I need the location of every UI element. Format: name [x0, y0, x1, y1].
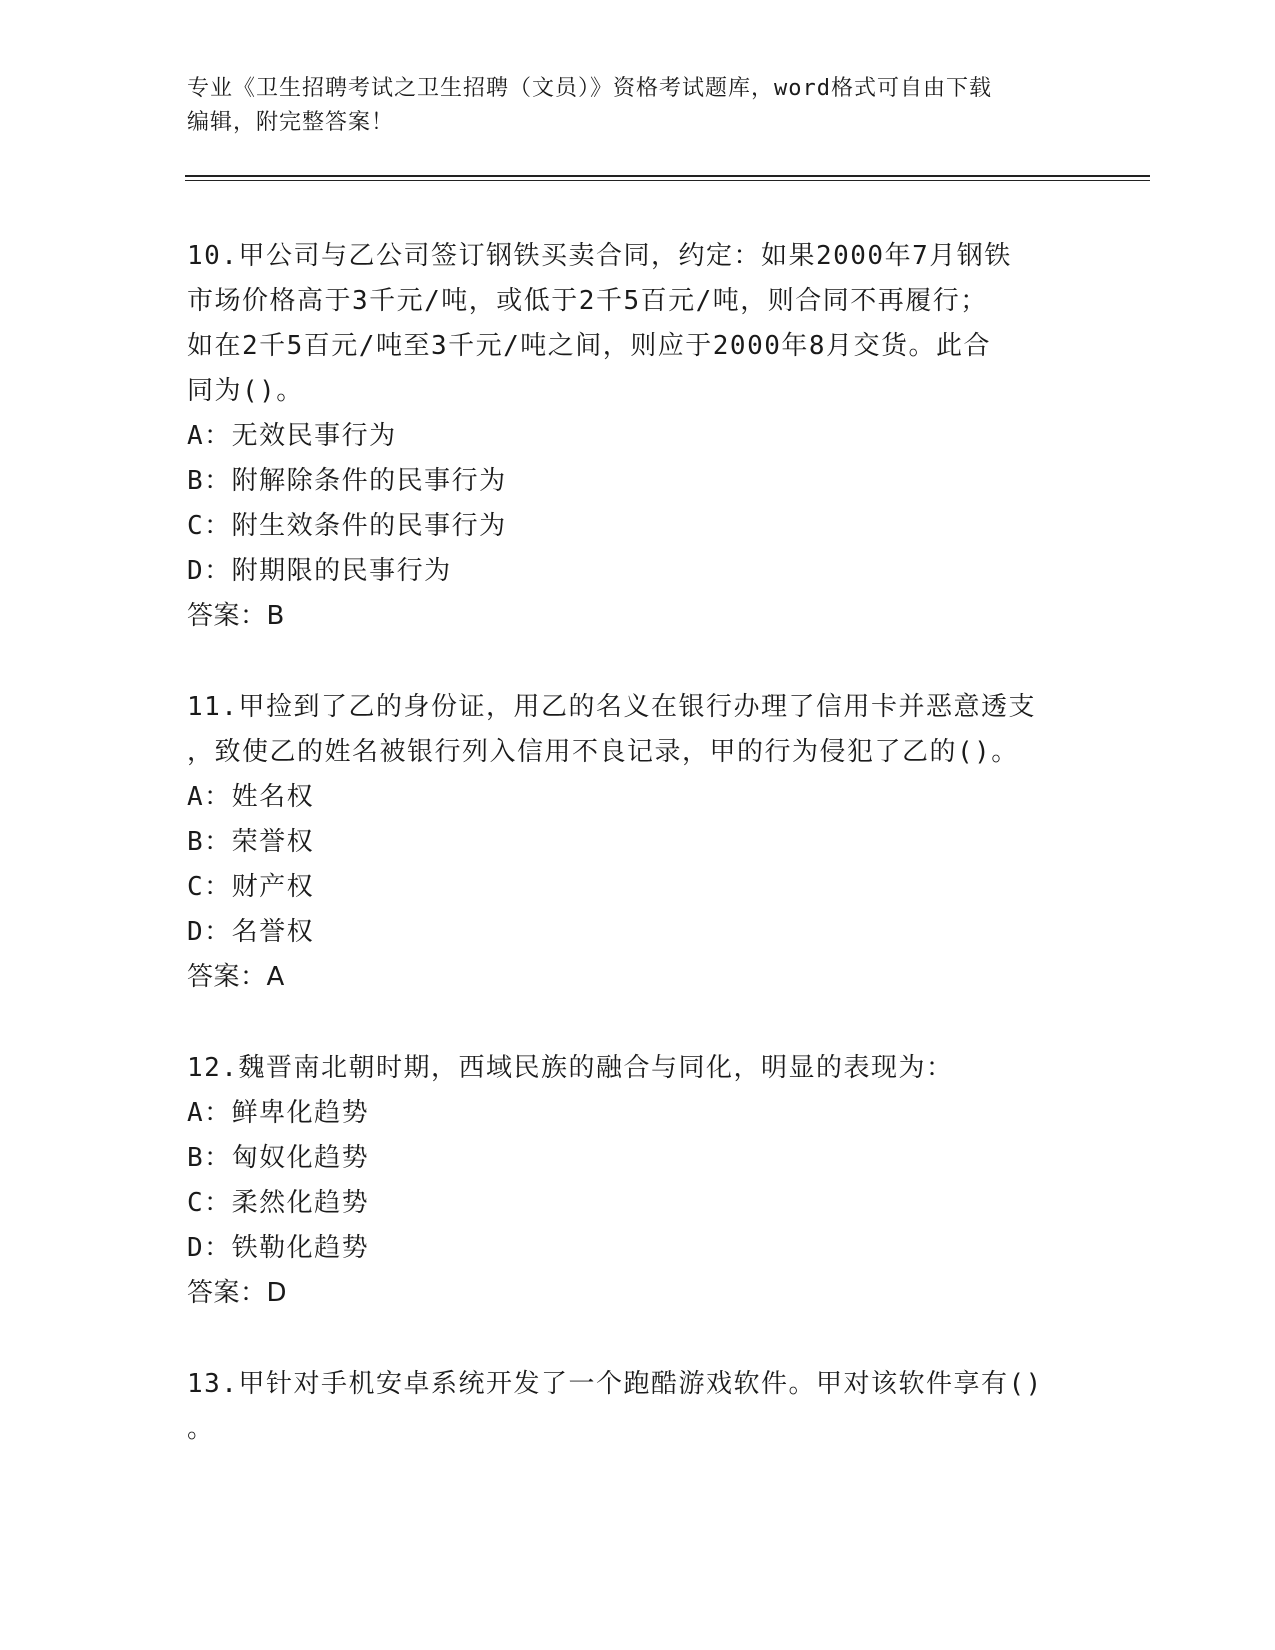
option-b: B：匈奴化趋势: [187, 1143, 370, 1173]
option-c: C：附生效条件的民事行为: [187, 511, 507, 541]
header-divider-thin: [185, 180, 1150, 181]
question-text-line: 13.甲针对手机安卓系统开发了一个跑酷游戏软件。甲对该软件享有(): [187, 1369, 1043, 1399]
header-line-1: 专业《卫生招聘考试之卫生招聘（文员）》资格考试题库，word格式可自由下载: [187, 76, 992, 101]
question-text-line: 。: [187, 1414, 215, 1444]
question-spacer: [187, 1000, 1087, 1046]
option-c: C：财产权: [187, 872, 315, 902]
option-d: D：名誉权: [187, 917, 315, 947]
header-divider-thick: [185, 175, 1150, 177]
question-list: [187, 234, 1087, 1452]
header-line-2: 编辑，附完整答案！: [187, 110, 395, 135]
question-text-line: 同为()。: [187, 376, 304, 406]
option-d: D：铁勒化趋势: [187, 1233, 370, 1263]
option-a: A：无效民事行为: [187, 421, 397, 451]
question-12: [187, 1046, 1087, 1316]
question-text-line: 11.甲捡到了乙的身份证，用乙的名义在银行办理了信用卡并恶意透支: [187, 692, 1036, 722]
question-spacer: [187, 639, 1087, 685]
option-a: A：姓名权: [187, 782, 315, 812]
question-text-line: ，致使乙的姓名被银行列入信用不良记录，甲的行为侵犯了乙的()。: [187, 737, 1019, 767]
question-text-line: 如在2千5百元/吨至3千元/吨之间，则应于2000年8月交货。此合: [187, 331, 992, 361]
answer-line: 答案：D: [187, 1278, 288, 1308]
option-d: D：附期限的民事行为: [187, 556, 452, 586]
option-b: B：附解除条件的民事行为: [187, 466, 507, 496]
option-c: C：柔然化趋势: [187, 1188, 370, 1218]
question-13: [187, 1362, 1087, 1452]
option-b: B：荣誉权: [187, 827, 315, 857]
question-11: [187, 685, 1087, 1000]
question-spacer: [187, 1316, 1087, 1362]
document-header: [187, 72, 1087, 140]
answer-line: 答案：B: [187, 601, 285, 631]
option-a: A：鲜卑化趋势: [187, 1098, 370, 1128]
question-text-line: 12.魏晋南北朝时期，西域民族的融合与同化，明显的表现为：: [187, 1053, 954, 1083]
question-text-line: 10.甲公司与乙公司签订钢铁买卖合同，约定：如果2000年7月钢铁: [187, 241, 1012, 271]
question-text-line: 市场价格高于3千元/吨，或低于2千5百元/吨，则合同不再履行；: [187, 286, 988, 316]
answer-line: 答案：A: [187, 962, 285, 992]
question-10: [187, 234, 1087, 639]
